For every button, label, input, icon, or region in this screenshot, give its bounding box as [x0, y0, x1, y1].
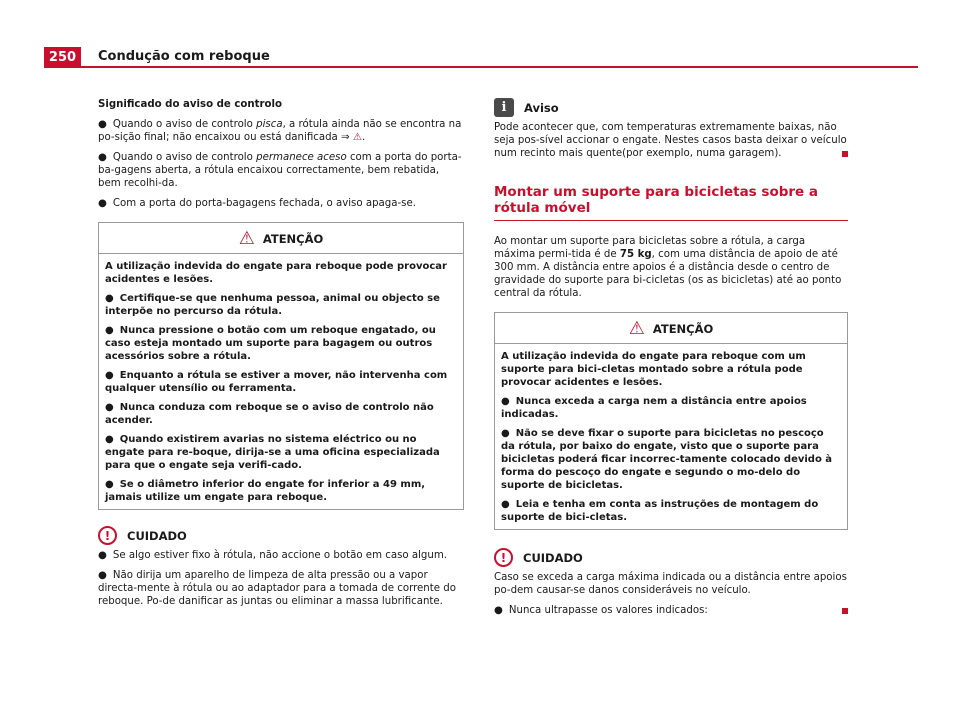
warning-triangle-icon: ⚠	[352, 132, 362, 143]
warning-title: ATENÇÃO	[652, 321, 714, 336]
caution-section	[494, 548, 848, 617]
paragraph-steady: ● Quando o aviso de controlo permanece aceso com a porta do porta-ba-gagens aberta, a rótula encaixou correctamente, bem rebatida, bem recolhi-da.	[98, 152, 462, 189]
caution-item: ● Nunca ultrapasse os valores indicados:	[494, 604, 848, 617]
bullet-icon: ●	[98, 152, 107, 163]
caution-icon: !	[98, 526, 117, 545]
warning-item: ● Não se deve fixar o suporte para bicicletas no pescoço da rótula, por baixo do engate, visto que o suporte para bicicletas poderá ficar incorrec-tamente colocado devido à forma do pescoço do engate e segundo o mo-delo do suporte de bicicletas.	[501, 428, 833, 491]
section-title: Montar um suporte para bicicletas sobre a rótula móvel	[494, 184, 848, 221]
warning-item: ● Quando existirem avarias no sistema eléctrico ou no engate para re-boque, dirija-se a uma oficina especializada para que o engate seja verifi-cado.	[105, 434, 440, 471]
header-rule	[44, 66, 918, 68]
caution-section	[98, 526, 464, 608]
section-heading: Significado do aviso de controlo	[98, 99, 283, 110]
caution-icon: !	[494, 548, 513, 567]
warning-item: ● Certifique-se que nenhuma pessoa, animal ou objecto se interpõe no percurso da rótula.	[105, 293, 440, 317]
aviso-text: Pode acontecer que, com temperaturas extremamente baixas, não seja pos-sível accionar o engate. Nestes casos basta deixar o veículo num recinto mais quente(por exemplo, numa garagem).	[494, 122, 847, 159]
caution-item: ● Se algo estiver fixo à rótula, não accione o botão em caso algum.	[98, 550, 448, 561]
warning-header	[99, 223, 463, 254]
paragraph-closed: ● Com a porta do porta-bagagens fechada, o aviso apaga-se.	[98, 198, 416, 209]
warning-item: ● Se o diâmetro inferior do engate for inferior a 49 mm, jamais utilize um engate para reboque.	[105, 479, 426, 503]
warning-triangle-icon: ⚠	[238, 228, 255, 249]
intro-paragraph: Ao montar um suporte para bicicletas sobre a rótula, a carga máxima permi-tida é de 75 kg, com uma distância de apoio de até 300 mm. A distância entre apoios é a distância desde o centro de gravidade do suporte para bi-cicletas (os as bicicletas) até ao ponto central da rótula.	[494, 236, 842, 299]
warning-box	[98, 222, 464, 510]
caution-title: CUIDADO	[127, 528, 187, 543]
caution-title: CUIDADO	[523, 550, 583, 565]
page-header-title: Condução com reboque	[98, 49, 270, 64]
aviso-title: Aviso	[524, 100, 559, 115]
warning-item: ● Nunca exceda a carga nem a distância entre apoios indicadas.	[501, 396, 807, 420]
warning-intro: A utilização indevida do engate para reboque pode provocar acidentes e lesões.	[105, 261, 447, 285]
right-column	[494, 98, 848, 624]
aviso-header	[494, 98, 848, 117]
caution-header	[98, 526, 464, 545]
warning-item: ● Nunca pressione o botão com um reboque engatado, ou caso esteja montado um suporte para bagagem ou outros acessórios sobre a rótula.	[105, 325, 436, 362]
warning-item: ● Enquanto a rótula se estiver a mover, não intervenha com qualquer utensílio ou ferramenta.	[105, 370, 448, 394]
caution-header	[494, 548, 848, 567]
paragraph-blinking: ● Quando o aviso de controlo pisca, a rótula ainda não se encontra na po-sição final; não encaixou ou está danificada ⇒ ⚠.	[98, 119, 462, 143]
page-number: 250	[44, 47, 81, 67]
end-mark	[842, 151, 848, 157]
warning-box	[494, 312, 848, 530]
caution-item: ● Não dirija um aparelho de limpeza de alta pressão ou a vapor directa-mente à rótula ou ao adaptador para a tomada de corrente do reboque. Po-de danificar as juntas ou eliminar a massa lubrificante.	[98, 570, 456, 607]
warning-title: ATENÇÃO	[262, 231, 324, 246]
warning-intro: A utilização indevida do engate para reboque com um suporte para bici-cletas montado sobre a rótula pode provocar acidentes e lesões.	[501, 351, 806, 388]
bullet-icon: ●	[98, 198, 107, 209]
caution-text: Caso se exceda a carga máxima indicada ou a distância entre apoios po-dem causar-se danos consideráveis no veículo.	[494, 572, 847, 596]
warning-item: ● Leia e tenha em conta as instruções de montagem do suporte de bici-cletas.	[501, 499, 819, 523]
left-column	[98, 98, 464, 615]
warning-triangle-icon: ⚠	[628, 318, 645, 339]
end-mark	[842, 608, 848, 614]
info-icon: i	[494, 98, 514, 117]
bullet-icon: ●	[98, 119, 107, 130]
warning-header	[495, 313, 847, 344]
warning-item: ● Nunca conduza com reboque se o aviso de controlo não acender.	[105, 402, 434, 426]
